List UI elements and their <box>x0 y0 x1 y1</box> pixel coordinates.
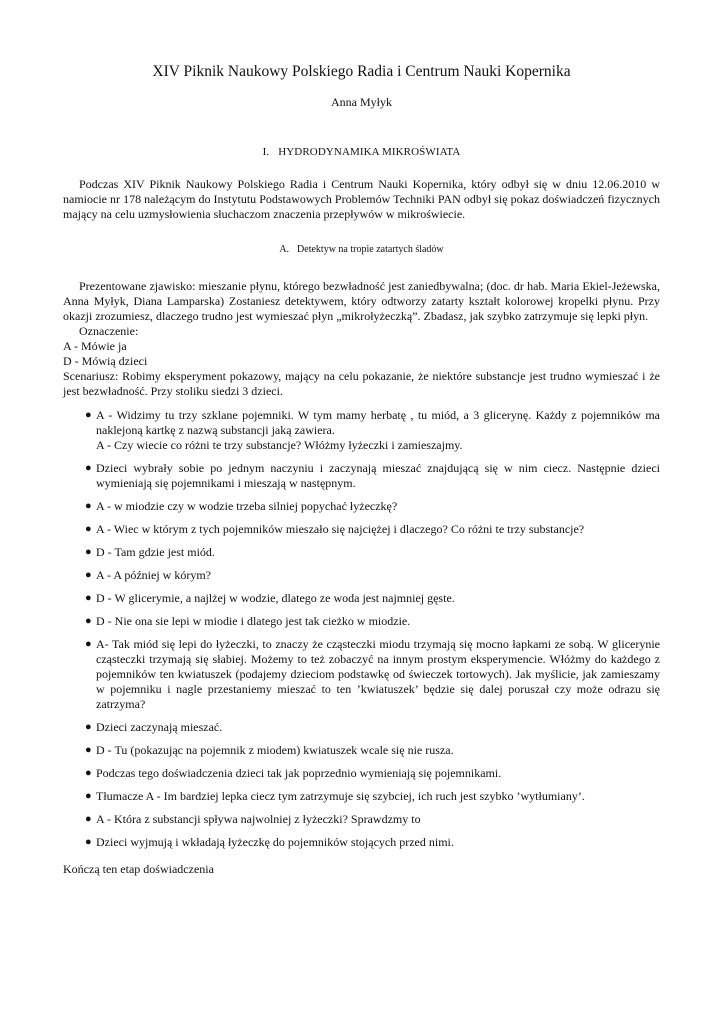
list-item-text: D - W glicerymie, a najlżej w wodzie, dlatego ze woda jest najmniej gęste. <box>96 591 455 605</box>
intro-paragraph: Podczas XIV Piknik Naukowy Polskiego Radia i Centrum Nauki Kopernika, który odbył się w dniu 12.06.2010 w namiocie nr 178 należącym do Instytutu Podstawowych Problemów Techniki PAN odbył się pokaz doświadczeń fizycznych mający na celu uzmysłowienia słuchaczom znaczenia przepływów w mikroświecie. <box>63 177 660 221</box>
list-item <box>63 789 660 804</box>
presentation-paragraph: Prezentowane zjawisko: mieszanie płynu, którego bezwładność jest zaniedbywalna; (doc. dr hab. Maria Ekiel-Jeżewska, Anna Myłyk, Diana Lamparska) Zostaniesz detektywem, który odtworzy zatarty kształt kolorowej kropelki płynu. Przy okazji zrozumiesz, dlaczego trudno jest wymieszać płyn „mikrołyżeczką”. Zbadasz, jak szybko zatrzymuje się lepki płyn. <box>63 279 660 323</box>
list-item <box>63 637 660 712</box>
dialogue-list <box>63 408 660 858</box>
list-item-text: Dzieci wybrały sobie po jednym naczyniu i zaczynają mieszać znajdującą się w nim ciecz. Następnie dzieci wymieniają się pojemnikami i mieszają w następnym. <box>96 461 660 490</box>
bullet-icon: ● <box>85 523 92 535</box>
bullet-icon: ● <box>85 592 92 604</box>
list-item-text: D - Tu (pokazując na pojemnik z miodem) kwiatuszek wcale się nie rusza. <box>96 743 454 757</box>
list-item-text: A - Wiec w którym z tych pojemników mieszało się najciężej i dlaczego? Co różni te trzy substancje? <box>96 522 585 536</box>
list-item-text: A - Widzimy tu trzy szklane pojemniki. W tym mamy herbatę , tu miód, a 3 glicerynę. Każdy z pojemników ma naklejoną kartkę z nazwą substancji jaką zawiera. <box>96 408 660 437</box>
subsection-title: Detektyw na tropie zatartych śladów <box>297 244 444 255</box>
list-item-text: A- Tak miód się lepi do łyżeczki, to znaczy że cząsteczki miodu trzymają się mocno łapkami ze sobą. W glicerynie cząsteczki trzymają się słabiej. Możemy to też zobaczyć na innym prostym eksperymencie. Włóżmy do każdego z pojemników ten kwiatuszek (podajemy dzieciom podstawkę od świeczek tortowych). Jak myślicie, jak zamieszamy w pojemniku i nagle przestaniemy mieszać to ten ’kwiatuszek’ będzie się dalej poruszał czy może odrazu się zatrzyma? <box>96 637 660 711</box>
notation-label: Oznaczenie: <box>79 324 139 338</box>
document-title: XIV Piknik Naukowy Polskiego Radia i Centrum Nauki Kopernika <box>152 63 571 80</box>
list-item <box>63 591 660 606</box>
list-item-text: A - A później w kórym? <box>96 568 211 582</box>
section-heading <box>63 145 660 160</box>
bullet-icon: ● <box>85 546 92 558</box>
section-number: I. <box>262 146 270 158</box>
list-item <box>63 614 660 629</box>
bullet-icon: ● <box>85 462 92 474</box>
bullet-icon: ● <box>85 615 92 627</box>
subsection-number: A. <box>279 244 290 255</box>
bullet-icon: ● <box>85 409 92 421</box>
bullet-icon: ● <box>85 638 92 650</box>
list-item <box>63 545 660 560</box>
bullet-icon: ● <box>85 813 92 825</box>
list-item <box>63 522 660 537</box>
list-item <box>63 743 660 758</box>
list-item-text: D - Tam gdzie jest miód. <box>96 545 215 559</box>
list-item-text: Tłumacze A - Im bardziej lepka ciecz tym zatrzymuje się szybciej, ich ruch jest szybko ’wytłumiany’. <box>96 789 585 803</box>
list-item <box>63 461 660 491</box>
subsection-body <box>63 279 660 399</box>
scenario-paragraph: Scenariusz: Robimy eksperyment pokazowy, mający na celu pokazanie, że niektóre substancje jest trudno wymieszać i że jest bezwładność. Przy stoliku siedzi 3 dzieci. <box>63 369 660 398</box>
bullet-icon: ● <box>85 767 92 779</box>
subsection-heading <box>63 243 660 257</box>
list-item <box>63 499 660 514</box>
notation-line: D - Mówią dzieci <box>63 354 148 368</box>
bullet-icon: ● <box>85 721 92 733</box>
list-item-text: Dzieci wyjmują i wkładają łyżeczkę do pojemników stojących przed nimi. <box>96 835 454 849</box>
author-name: Anna Myłyk <box>331 95 392 109</box>
list-item <box>63 568 660 583</box>
bullet-icon: ● <box>85 500 92 512</box>
list-item-text-continuation: A - Czy wiecie co różni te trzy substancje? Włóżmy łyżeczki i zamieszajmy. <box>96 438 463 452</box>
list-item-text: D - Nie ona sie lepi w miodie i dlatego jest tak cieżko w miodzie. <box>96 614 411 628</box>
list-item-text: Dzieci zaczynają mieszać. <box>96 720 223 734</box>
list-item <box>63 766 660 781</box>
section-title: HYDRODYNAMIKA MIKROŚWIATA <box>278 146 461 158</box>
notation-line: A - Mówie ja <box>63 339 127 353</box>
closing-line: Kończą ten etap doświadczenia <box>63 862 214 876</box>
list-item <box>63 408 660 453</box>
list-item-text: Podczas tego doświadczenia dzieci tak jak poprzednio wymieniają się pojemnikami. <box>96 766 502 780</box>
bullet-icon: ● <box>85 836 92 848</box>
list-item <box>63 835 660 850</box>
bullet-icon: ● <box>85 569 92 581</box>
list-item-text: A - Która z substancji spływa najwolniej z łyżeczki? Sprawdzmy to <box>96 812 421 826</box>
list-item-text: A - w miodzie czy w wodzie trzeba silniej popychać łyżeczkę? <box>96 499 398 513</box>
list-item <box>63 812 660 827</box>
bullet-icon: ● <box>85 744 92 756</box>
bullet-icon: ● <box>85 790 92 802</box>
list-item <box>63 720 660 735</box>
